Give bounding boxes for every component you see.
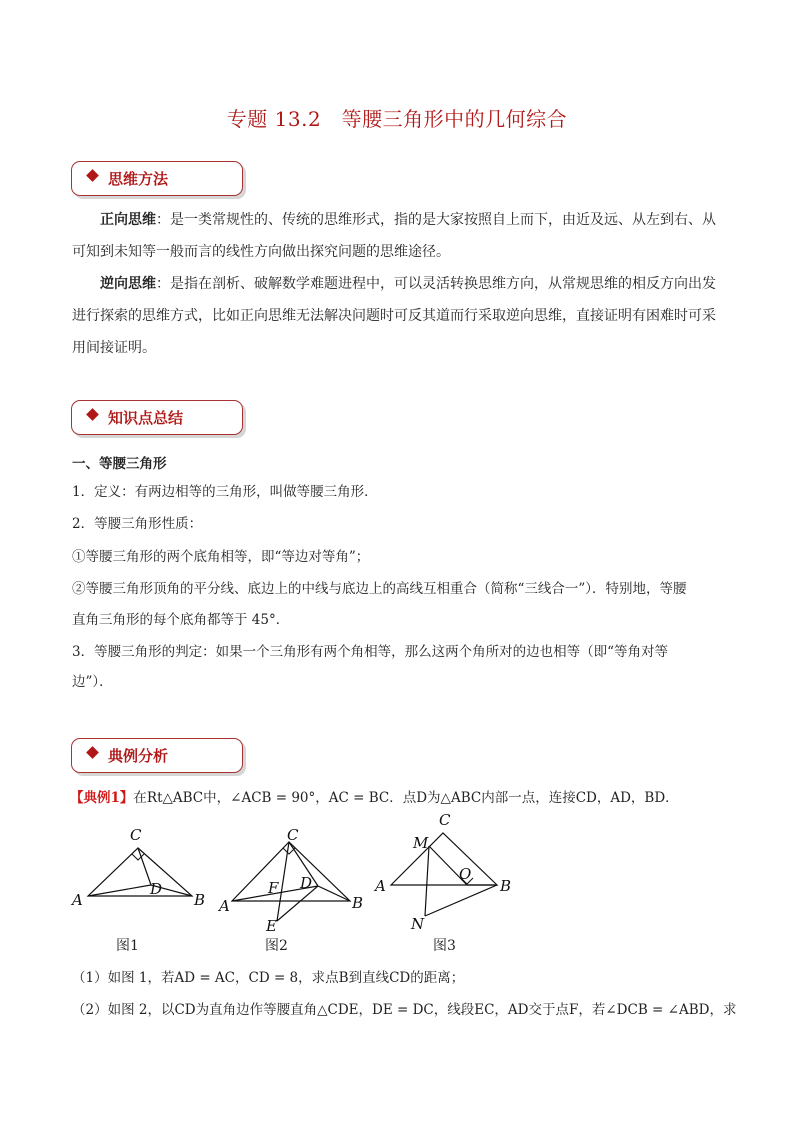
fig1-label-c: C xyxy=(130,826,142,844)
forward-thinking-text: ：是一类常规性的、传统的思维形式，指的是大家按照自上而下，由近及远、从左到右、从可知到未知等一般而言的线性方向做出探究问题的思维途径。 xyxy=(72,212,716,260)
reverse-thinking-paragraph xyxy=(72,268,724,364)
question-2: （2）如图 2，以CD为直角边作等腰直角△CDE，DE = DC，线段EC，AD交于点F，若∠DCB = ∠ABD，求 xyxy=(72,1002,737,1018)
fig1-label-d: D xyxy=(150,880,163,898)
fig3-label-m: M xyxy=(413,834,429,852)
figure-1-caption: 图1 xyxy=(116,938,139,954)
fig3-label-n: N xyxy=(411,915,425,933)
section-header-examples xyxy=(71,738,243,773)
knowledge-item-1: 1．定义：有两边相等的三角形，叫做等腰三角形． xyxy=(72,484,378,500)
example-text: 在Rt△ABC中，∠ACB = 90°，AC = BC．点D为△ABC内部一点，连接CD，AD，BD． xyxy=(133,790,679,806)
page-title: 专题 13.2 等腰三角形中的几何综合 xyxy=(226,107,568,131)
section-label: 典例分析 xyxy=(108,747,169,765)
knowledge-item-3-line2: 边”）． xyxy=(72,674,113,690)
fig3-label-a: A xyxy=(375,877,386,895)
example-1-statement xyxy=(70,786,679,806)
figure-3 xyxy=(373,811,511,933)
knowledge-item-3-line1: 3．等腰三角形的判定：如果一个三角形有两个角相等，那么这两个角所对的边也相等（即“等角对等 xyxy=(72,644,668,660)
section-header-method xyxy=(71,161,243,196)
fig2-label-c: C xyxy=(287,826,299,844)
reverse-thinking-text: ：是指在剖析、破解数学难题进程中，可以灵活转换思维方向，从常规思维的相反方向出发进行探索的思维方式，比如正向思维无法解决问题时可反其道而行采取逆向思维，直接证明有困难时可采用间接证明。 xyxy=(72,276,716,356)
reverse-thinking-head: 逆向思维 xyxy=(100,276,156,292)
fig3-label-c: C xyxy=(439,811,451,829)
section-header-knowledge xyxy=(71,400,243,435)
forward-thinking-paragraph xyxy=(72,204,724,268)
fig1-label-a: A xyxy=(72,891,83,909)
knowledge-item-2b-line2: 直角三角形的每个底角都等于 45°． xyxy=(72,612,290,628)
diamond-icon xyxy=(86,746,99,759)
section-label: 知识点总结 xyxy=(108,409,184,427)
knowledge-item-2: 2．等腰三角形性质： xyxy=(72,516,203,532)
fig2-label-e: E xyxy=(266,917,277,935)
figure-3-caption: 图3 xyxy=(433,938,456,954)
forward-thinking-head: 正向思维 xyxy=(100,212,156,228)
fig3-label-o: O xyxy=(459,865,472,883)
fig2-label-d: D xyxy=(300,874,313,892)
example-tag: 【典例1】 xyxy=(70,790,134,806)
section-label: 思维方法 xyxy=(108,170,169,188)
fig2-label-f: F xyxy=(268,879,279,897)
diamond-icon xyxy=(86,408,99,421)
fig2-label-b: B xyxy=(352,894,364,912)
fig2-label-a: A xyxy=(219,897,230,915)
knowledge-heading: 一、等腰三角形 xyxy=(72,456,167,472)
figure-2 xyxy=(217,826,363,935)
question-1: （1）如图 1，若AD = AC，CD = 8，求点B到直线CD的距离； xyxy=(72,970,465,986)
fig3-label-b: B xyxy=(500,877,512,895)
fig1-label-b: B xyxy=(194,891,206,909)
figure-1 xyxy=(70,826,205,909)
diamond-icon xyxy=(86,169,99,182)
figure-2-caption: 图2 xyxy=(265,938,288,954)
knowledge-item-2a: ①等腰三角形的两个底角相等，即“等边对等角”； xyxy=(72,549,370,565)
knowledge-item-2b-line1: ②等腰三角形顶角的平分线、底边上的中线与底边上的高线互相重合（简称“三线合一”）．特别地，等腰 xyxy=(72,581,687,597)
